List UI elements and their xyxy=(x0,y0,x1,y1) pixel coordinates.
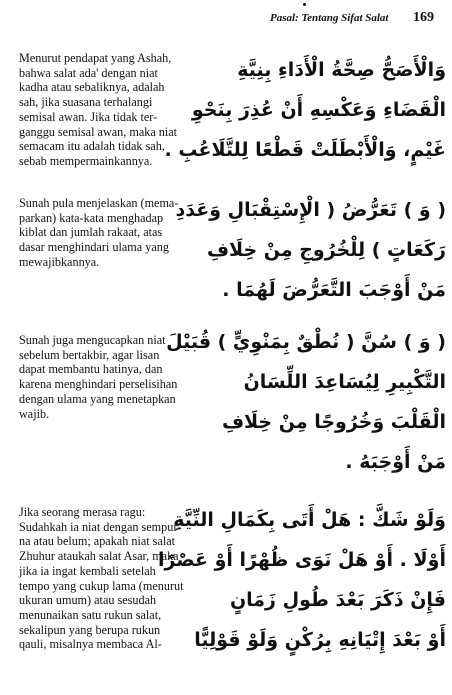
arabic-block-3 xyxy=(166,322,446,482)
translation-line: parkan) kata-kata menghadap xyxy=(19,210,164,225)
arabic-line: مَنْ أَوْجَبَهُ . xyxy=(345,451,446,473)
translation-line: bahwa salat ada' dengan niat xyxy=(19,65,158,80)
translation-line: semacam itu adalah tidak sah, xyxy=(19,139,165,154)
ornament-dot xyxy=(303,3,306,6)
translation-line: Jika seorang merasa ragu: xyxy=(19,505,146,519)
arabic-line: الْقَضَاءِ وَعَكْسِهِ أَنْ عُذِرَ بِنَحْوِ xyxy=(191,99,446,121)
arabic-line: ( وَ ) تَعَرُّضُ ( الْإِسْتِقْبَالِ وَعَدَدِ xyxy=(175,199,446,221)
translation-line: wajib. xyxy=(19,406,50,421)
arabic-block-2 xyxy=(175,190,446,310)
arabic-line: أَوْلَا . أَوْ هَلْ نَوَى ظُهْرًا أَوْ عَصْرًا xyxy=(157,549,446,571)
translation-line: sah, jika suasana terhalangi xyxy=(19,95,153,110)
arabic-line: وَلَوْ شَكَّ : هَلْ أَتَى بِكَمَالِ النِّيَّةِ xyxy=(173,509,446,531)
arabic-line: غَيْمٍ، وَالْأَبْطَلَتْ قَطْعًا لِلتَّلَاعُبِ . xyxy=(164,139,446,161)
translation-line: sebelum bertakbir, agar lisan xyxy=(19,347,160,362)
translation-line: qauli, misalnya membaca Al- xyxy=(19,637,162,652)
running-title: Pasal: Tentang Sifat Salat xyxy=(270,12,389,24)
arabic-line: التَّكْبِيرِ لِيُسَاعِدَ اللِّسَانُ xyxy=(243,371,446,393)
arabic-line: ( وَ ) سُنَّ ( نُطْقٌ بِمَنْوِيٍّ ) قُبَيْلَ xyxy=(166,331,446,353)
arabic-line: فَإِنْ ذَكَرَ بَعْدَ طُولِ زَمَانٍ xyxy=(229,589,446,611)
translation-line: mewajibkannya. xyxy=(19,254,100,269)
translation-line: na atau belum; apakah niat salat xyxy=(19,534,176,549)
translation-line: dasar menghindari ulama yang xyxy=(19,240,169,255)
arabic-block-1 xyxy=(164,50,446,170)
translation-line: Sunah juga mengucapkan niat xyxy=(19,333,166,347)
translation-line: ukuran umum) atau sesudah xyxy=(19,593,157,608)
translation-line: jika ia ingat kembali setelah xyxy=(19,563,156,578)
translation-line: dapat membantu hatinya, dan xyxy=(19,362,163,377)
translation-line: semisal awan. Jika tidak ter- xyxy=(19,109,158,124)
translation-line: karena menghindari perselisihan xyxy=(19,377,178,392)
translation-line: Zhuhur ataukah salat Asar, maka xyxy=(19,549,179,564)
translation-line: Menurut pendapat yang Ashah, xyxy=(19,51,172,65)
translation-line: sebab mempermainkannya. xyxy=(19,153,153,168)
translation-line: sekalipun yang berupa rukun xyxy=(19,622,161,637)
translation-line: kadha atau sebaliknya, adalah xyxy=(19,80,165,95)
translation-line: Sunah pula menjelaskan (mema- xyxy=(19,196,179,210)
arabic-line: وَالْأَصَحُّ صِحَّةُ الْأَدَاءِ بِنِيَّةِ xyxy=(237,59,446,81)
translation-line: tempo yang cukup lama (menurut xyxy=(19,578,184,593)
arabic-block-4 xyxy=(157,500,446,660)
translation-line: kiblat dan jumlah rakaat, atas xyxy=(19,225,163,240)
arabic-line: رَكَعَاتٍ ) لِلْخُرُوجِ مِنْ خِلَافِ xyxy=(206,239,446,261)
arabic-line: أَوْ بَعْدَ إِتْيَانِهِ بِرُكْنٍ وَلَوْ قَوْلِيًّا xyxy=(194,629,446,651)
arabic-line: الْقَلْبَ وَخُرُوجًا مِنْ خِلَافِ xyxy=(221,411,446,433)
translation-line: ganggu semisal awan, maka niat xyxy=(19,124,178,139)
running-header xyxy=(270,10,434,30)
translation-line: dengan ulama yang menetapkan xyxy=(19,391,176,406)
translation-line: menunaikan satu rukun salat, xyxy=(19,607,162,622)
translation-line: Sudahkah ia niat dengan sempur- xyxy=(19,519,182,534)
arabic-line: مَنْ أَوْجَبَ التَّعَرُّضَ لَهُمَا . xyxy=(222,279,446,301)
page-number: 169 xyxy=(413,10,434,25)
